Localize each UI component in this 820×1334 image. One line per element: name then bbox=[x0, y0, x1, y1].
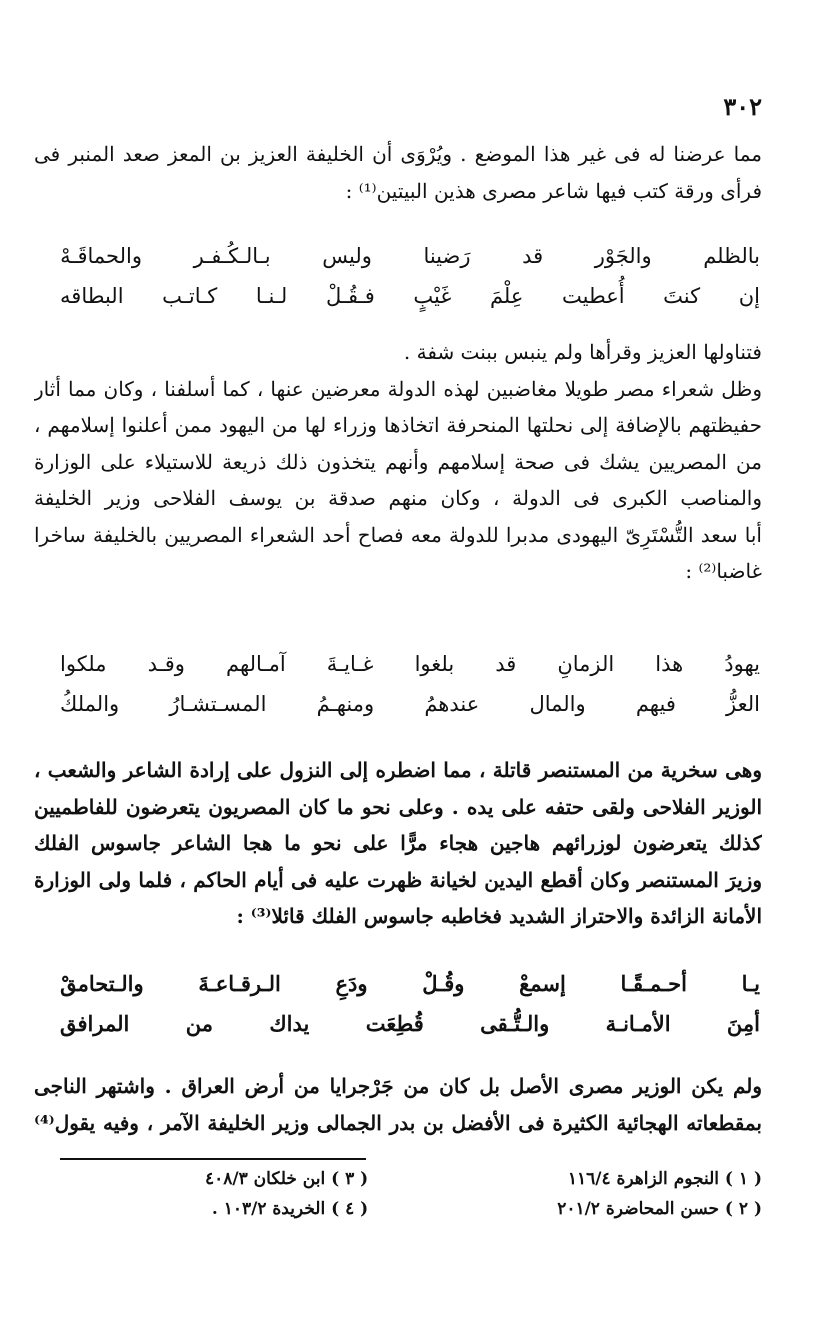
verse-word: والمال bbox=[529, 692, 586, 716]
text-line: من المصريين يشك فى صحة إسلامهم وأنهم يتخذون ذلك ذريعة للاستيلاء على الوزارة bbox=[34, 449, 762, 474]
paragraph-2 bbox=[34, 334, 762, 590]
text-line: وظل شعراء مصر طويلا مغاضبين لهذه الدولة معرضين عنها ، كما أسلفنا ، وكان مما أثار bbox=[34, 376, 762, 401]
text-line: بمقطعاته الهجائية الكثيرة فى الأفضل بن بدر الجمالى وزير الخليفة الآمر ، وفيه يقول⁽⁴⁾ bbox=[34, 1110, 762, 1135]
footnote-4: ( ٤ ) الخريدة ١٠٣/٢ . bbox=[211, 1199, 369, 1219]
verse-word: أمِنَ bbox=[726, 1011, 760, 1036]
verse-line bbox=[60, 1004, 760, 1044]
verse-word: عندهمُ bbox=[424, 692, 480, 716]
verse-word: إسمعْ bbox=[519, 971, 566, 996]
verse-word: الـرقـاعـةَ bbox=[198, 971, 281, 996]
footnote-1: ( ١ ) النجوم الزاهرة ١١٦/٤ bbox=[567, 1169, 762, 1189]
verse-word: المسـتشـارُ bbox=[169, 692, 267, 716]
verse-line bbox=[60, 236, 760, 276]
verse-word: فيهم bbox=[635, 692, 676, 716]
page-number: ٣٠٢ bbox=[723, 92, 762, 121]
text-line: وزيرَ المستنصر وكان أقطع اليدين لخيانة ظهرت عليه فى أيام الحاكم ، فلما ولى الوزارة bbox=[34, 867, 762, 892]
verse-word: ودَعِ bbox=[335, 971, 368, 996]
verse-word: البطاقه bbox=[60, 284, 124, 308]
verse-word: هذا bbox=[655, 652, 684, 676]
verse-word: غـايـةَ bbox=[326, 652, 374, 676]
text-line: كذلك يتعرضون لوزرائهم هاجين هجاء مرًّا على نحو ما هجا الشاعر جاسوس الفلك bbox=[34, 831, 762, 855]
text-line: فتناولها العزيز وقرأها ولم ينبس ببنت شفة . bbox=[403, 340, 762, 364]
verse-word: بـالـكُـفـر bbox=[193, 244, 271, 268]
verse-word: والملكُ bbox=[60, 692, 120, 716]
verse-word: والـتحامقْ bbox=[60, 971, 144, 996]
footnote-divider bbox=[60, 1158, 366, 1160]
verse-word: قد bbox=[495, 652, 517, 676]
footnote-2: ( ٢ ) حسن المحاضرة ٢٠١/٢ bbox=[557, 1199, 762, 1219]
verse-line bbox=[60, 684, 760, 724]
verse-word: غَيْبٍ bbox=[413, 284, 452, 308]
verse-word: وقـد bbox=[147, 652, 185, 676]
verse-word: رَضينا bbox=[423, 244, 471, 268]
verse-word: لـنـا bbox=[255, 284, 288, 308]
text-line: أبا سعد التُّسْتَرِىّ اليهودى مدبرا للدولة معه فصاح أحد الشعراء المصريين بالخليفة ساخرا bbox=[34, 522, 762, 547]
verse-1 bbox=[60, 236, 760, 316]
text-line: والمناصب الكبرى فى الدولة ، وكان منهم صدقة بن يوسف الفلاحى وزير الخليفة bbox=[34, 486, 762, 510]
verse-word: العزُّ bbox=[726, 692, 760, 716]
verse-word: وليس bbox=[322, 244, 372, 268]
verse-word: عِلْمَ bbox=[489, 284, 524, 308]
paragraph-1 bbox=[34, 136, 762, 209]
verse-line bbox=[60, 644, 760, 684]
footnote-3: ( ٣ ) ابن خلكان ٤٠٨/٣ bbox=[205, 1169, 369, 1189]
text-line: وهى سخرية من المستنصر قاتلة ، مما اضطره إلى النزول على إرادة الشاعر والشعب ، bbox=[34, 758, 762, 782]
text-line: فرأى ورقة كتب فيها شاعر مصرى هذين البيتين⁽¹⁾ : bbox=[345, 178, 762, 203]
verse-word: فـقُـلْ bbox=[325, 284, 375, 308]
verse-word: آمـالهم bbox=[225, 652, 286, 676]
verse-word: كـاتـب bbox=[162, 284, 218, 308]
verse-word: يهودُ bbox=[724, 652, 760, 676]
verse-word: إن bbox=[738, 284, 760, 308]
verse-word: من bbox=[185, 1011, 213, 1036]
verse-word: الأمـانـة bbox=[605, 1011, 671, 1036]
verse-word: الزمانِ bbox=[557, 652, 615, 676]
verse-word: قُطِعَت bbox=[365, 1011, 424, 1036]
verse-word: أحـمـقًـا bbox=[620, 971, 687, 996]
text-line: غاضبا⁽²⁾ : bbox=[685, 559, 762, 583]
verse-word: قد bbox=[522, 244, 544, 268]
paragraph-3 bbox=[34, 752, 762, 935]
verse-word: والـتُّـقى bbox=[480, 1011, 550, 1036]
text-line: حفيظتهم بالإضافة إلى نحلتها المنحرفة اتخاذها وزراء لها من اليهود ممن أعلنوا إسلامهم ، bbox=[34, 413, 762, 437]
text-line: ولم يكن الوزير مصرى الأصل بل كان من جَرْجرايا من أرض العراق . واشتهر الناجى bbox=[34, 1074, 762, 1098]
footnote-row bbox=[46, 1194, 762, 1224]
verse-line bbox=[60, 964, 760, 1004]
verse-word: ملكوا bbox=[60, 652, 107, 676]
verse-word: بالظلم bbox=[703, 244, 760, 268]
footnote-row bbox=[46, 1164, 762, 1194]
verse-line bbox=[60, 276, 760, 316]
text-line: الوزير الفلاحى ولقى حتفه على يده . وعلى نحو ما كان المصريون يتعرضون للفاطميين bbox=[34, 794, 762, 819]
paragraph-4 bbox=[34, 1068, 762, 1141]
verse-2 bbox=[60, 644, 760, 724]
verse-3 bbox=[60, 964, 760, 1044]
verse-word: يـا bbox=[741, 971, 760, 996]
verse-word: يداك bbox=[269, 1011, 310, 1036]
verse-word: وقُـلْ bbox=[422, 971, 465, 996]
footnotes bbox=[46, 1164, 762, 1224]
verse-word: ومنهـمُ bbox=[316, 692, 375, 716]
verse-word: كنتَ bbox=[663, 284, 701, 308]
verse-word: بلغوا bbox=[414, 652, 455, 676]
text-line: مما عرضنا له فى غير هذا الموضع . ويُرْوَى أن الخليفة العزيز بن المعز صعد المنبر فى bbox=[34, 142, 762, 166]
verse-word: المرافق bbox=[60, 1011, 130, 1036]
verse-word: أُعطيت bbox=[562, 284, 625, 308]
verse-word: والحماقَـهْ bbox=[60, 244, 142, 268]
text-line: الأمانة الزائدة والاحتراز الشديد فخاطبه جاسوس الفلك قائلا⁽³⁾ : bbox=[236, 904, 762, 928]
verse-word: والجَوْر bbox=[594, 244, 652, 268]
